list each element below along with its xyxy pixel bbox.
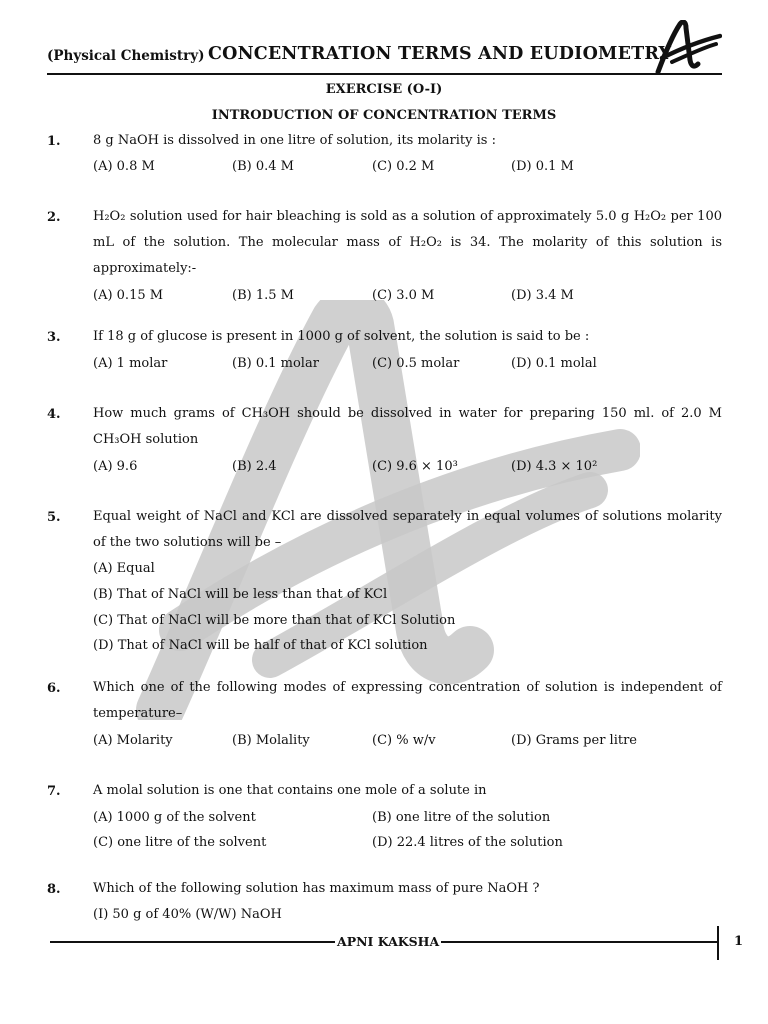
- option-c: (C) % w/v: [372, 733, 436, 748]
- option-b: (B) 1.5 M: [232, 288, 294, 303]
- question-text: Which one of the following modes of expressing concentration of solution is independent of temperature–: [93, 680, 722, 721]
- option-b: (B) Molality: [232, 733, 310, 748]
- question-text: A molal solution is one that contains one mole of a solute in: [93, 783, 487, 798]
- option-i: (I) 50 g of 40% (W/W) NaOH: [93, 907, 282, 922]
- option-a: (A) 0.15 M: [93, 288, 164, 303]
- option-d: (D) 0.1 M: [511, 159, 574, 174]
- question-text: Which of the following solution has maximum mass of pure NaOH ?: [93, 881, 540, 896]
- subject-label: (Physical Chemistry): [47, 48, 205, 64]
- question-number: 5.: [47, 510, 61, 525]
- footer-brand: APNI KAKSHA: [337, 934, 440, 949]
- question-number: 2.: [47, 210, 61, 225]
- question-number: 8.: [47, 882, 61, 897]
- option-d: (D) 22.4 litres of the solution: [372, 835, 563, 850]
- option-d: (D) That of NaCl will be half of that of KCl solution: [93, 638, 428, 653]
- option-b: (B) 0.1 molar: [232, 356, 319, 371]
- header-rule: [47, 73, 722, 75]
- exercise-title: EXERCISE (O-I): [325, 82, 443, 97]
- option-b: (B) 2.4: [232, 459, 277, 474]
- option-d: (D) 3.4 M: [511, 288, 574, 303]
- option-b: (B) one litre of the solution: [372, 810, 551, 825]
- question-text: H₂O₂ solution used for hair bleaching is sold as a solution of approximately 5.0 g H₂O₂ per 100 mL of the solution. The molecular mass of H₂O₂ is 34. The molarity of this solution is approximately:-: [93, 209, 722, 276]
- option-d: (D) 4.3 × 10²: [511, 459, 598, 474]
- brand-logo-icon: [650, 20, 722, 76]
- question-number: 3.: [47, 330, 61, 345]
- chapter-title: CONCENTRATION TERMS AND EUDIOMETRY: [208, 44, 672, 64]
- question-number: 6.: [47, 681, 61, 696]
- option-c: (C) 0.2 M: [372, 159, 435, 174]
- option-a: (A) 1000 g of the solvent: [93, 810, 256, 825]
- option-c: (C) one litre of the solvent: [93, 835, 267, 850]
- question-text: 8 g NaOH is dissolved in one litre of solution, its molarity is :: [93, 133, 496, 148]
- option-c: (C) 3.0 M: [372, 288, 435, 303]
- question-text: Equal weight of NaCl and KCl are dissolved separately in equal volumes of solutions molarity of the two solutions will be –: [93, 509, 722, 550]
- option-a: (A) 0.8 M: [93, 159, 155, 174]
- option-d: (D) 0.1 molal: [511, 356, 597, 371]
- option-a: (A) 1 molar: [93, 356, 168, 371]
- footer-divider: [717, 926, 719, 960]
- option-b: (B) 0.4 M: [232, 159, 294, 174]
- option-a: (A) Molarity: [93, 733, 173, 748]
- question-text: If 18 g of glucose is present in 1000 g of solvent, the solution is said to be :: [93, 329, 590, 344]
- section-title: INTRODUCTION OF CONCENTRATION TERMS: [211, 108, 557, 123]
- question-number: 1.: [47, 134, 61, 149]
- option-c: (C) That of NaCl will be more than that of KCl Solution: [93, 613, 456, 628]
- question-number: 4.: [47, 407, 61, 422]
- option-d: (D) Grams per litre: [511, 733, 637, 748]
- option-c: (C) 0.5 molar: [372, 356, 460, 371]
- option-a: (A) Equal: [93, 561, 155, 576]
- page-number: 1: [734, 934, 744, 949]
- option-a: (A) 9.6: [93, 459, 138, 474]
- question-text: How much grams of CH₃OH should be dissolved in water for preparing 150 ml. of 2.0 M CH₃OH solution: [93, 406, 722, 447]
- option-b: (B) That of NaCl will be less than that of KCl: [93, 587, 388, 602]
- option-c: (C) 9.6 × 10³: [372, 459, 458, 474]
- question-number: 7.: [47, 784, 61, 799]
